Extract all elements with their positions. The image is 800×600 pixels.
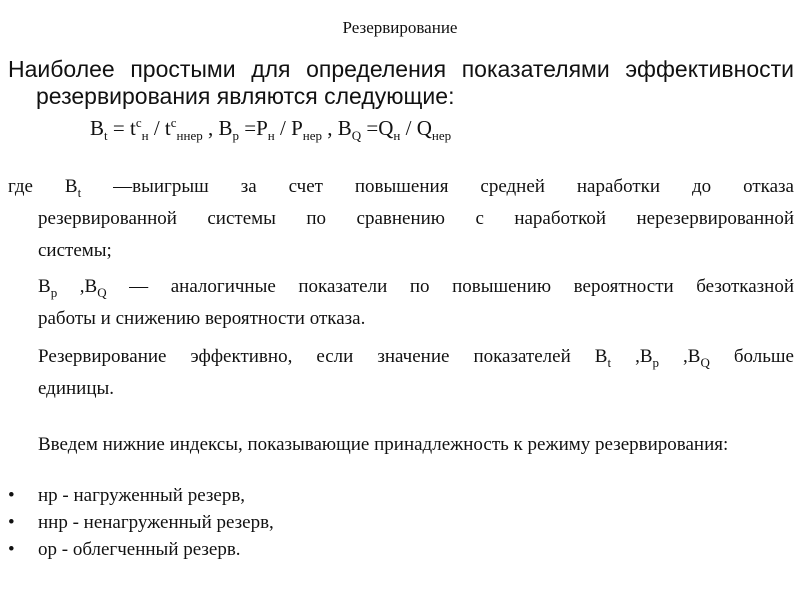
formula-sub: t bbox=[104, 128, 108, 144]
intro-line-1: Наиболее простыми для определения показателями эффективности bbox=[8, 56, 794, 82]
intro-text bbox=[8, 56, 794, 110]
slide-title: Резервирование bbox=[342, 18, 458, 37]
definition-bt bbox=[8, 171, 794, 267]
definition-bt-line-1: где $B_t$ —выигрыш за счет повышения средней наработки до отказа bbox=[8, 176, 794, 200]
formula-sup: c bbox=[135, 115, 142, 130]
indices-intro: Введем нижние индексы, показывающие принадлежность к режиму резервирования: bbox=[38, 434, 729, 455]
formula-part: , B bbox=[202, 116, 233, 140]
list-item-text: ор - облегченный резерв. bbox=[38, 539, 241, 560]
bullet-icon: • bbox=[8, 539, 15, 560]
efficiency-line-2: единицы. bbox=[38, 378, 115, 399]
bullet-icon: • bbox=[8, 512, 15, 533]
bullet-icon: • bbox=[8, 485, 15, 506]
list-item-text: нр - нагруженный резерв, bbox=[38, 485, 246, 506]
list-item bbox=[8, 536, 274, 563]
formula-sup: c bbox=[170, 115, 177, 130]
efficiency-condition bbox=[8, 341, 794, 405]
formula-part: , B bbox=[321, 116, 352, 140]
formula-sub: н bbox=[393, 128, 401, 144]
definition-bt-line-2: резервированной системы по сравнению с наработкой нерезервированной bbox=[38, 208, 794, 229]
formula-part: =Q bbox=[361, 116, 394, 140]
formula-sub: ннер bbox=[176, 128, 203, 144]
formula bbox=[90, 115, 452, 144]
formula-sub: н bbox=[267, 128, 275, 144]
intro-line-2: резервирования являются следующие: bbox=[36, 83, 455, 109]
formula-sub: Q bbox=[351, 128, 362, 144]
list-item-text: ннр - ненагруженный резерв, bbox=[38, 512, 274, 533]
formula-part: / P bbox=[274, 116, 303, 140]
definition-bt-line-3: системы; bbox=[38, 240, 112, 261]
formula-part: B bbox=[90, 116, 105, 140]
efficiency-line-1: Резервирование эффективно, если значение показателей $B_t$ $,B_p$ $,B_Q$ больше bbox=[38, 346, 794, 370]
formula-sub: нер bbox=[431, 128, 452, 144]
definition-bp-line-1: $B_p$ $,B_Q$ — аналогичные показатели по повышению вероятности безотказной bbox=[38, 276, 794, 300]
list-item bbox=[8, 509, 274, 536]
definition-bp-line-2: работы и снижению вероятности отказа. bbox=[38, 308, 366, 329]
formula-part: / t bbox=[148, 116, 171, 140]
formula-part: = t bbox=[107, 116, 136, 140]
formula-sub: н bbox=[141, 128, 149, 144]
formula-sub: p bbox=[232, 128, 239, 144]
definition-bp-bq bbox=[8, 271, 794, 335]
formula-sub: нер bbox=[302, 128, 322, 144]
list-item bbox=[8, 482, 274, 509]
formula-part: =P bbox=[238, 116, 268, 140]
formula-part: / Q bbox=[400, 116, 432, 140]
indices-list bbox=[8, 482, 274, 563]
